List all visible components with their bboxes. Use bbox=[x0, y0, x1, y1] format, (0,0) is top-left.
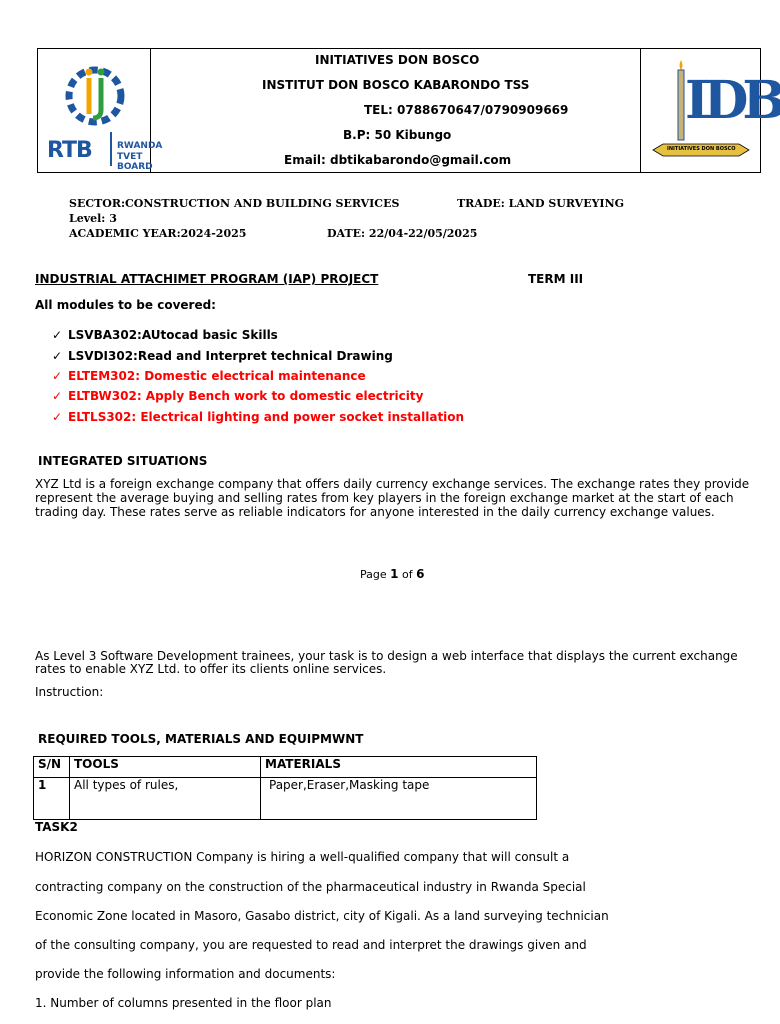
date-text: DATE: 22/04-22/05/2025 bbox=[327, 227, 478, 240]
task2-line: provide the following information and documents: bbox=[35, 967, 336, 981]
trade-text: TRADE: LAND SURVEYING bbox=[457, 197, 625, 210]
task2-heading: TASK2 bbox=[35, 820, 78, 834]
header-institute: INSTITUT DON BOSCO KABARONDO TSS bbox=[262, 78, 530, 92]
module-item bbox=[52, 349, 393, 363]
integrated-heading: INTEGRATED SITUATIONS bbox=[38, 454, 208, 468]
table-row bbox=[34, 778, 537, 820]
header-org: INITIATIVES DON BOSCO bbox=[315, 53, 480, 67]
module-label: ELTBW302: Apply Bench work to domestic electricity bbox=[68, 389, 424, 403]
integrated-line: represent the average buying and selling rates from key players in the foreign exchange market at the start of each bbox=[35, 491, 734, 505]
tools-table bbox=[33, 756, 537, 820]
level-text: Level: 3 bbox=[69, 212, 117, 225]
task-line: rates to enable XYZ Ltd. to offer its clients online services. bbox=[35, 662, 387, 676]
task2-line: contracting company on the construction of the pharmaceutical industry in Rwanda Special bbox=[35, 880, 586, 894]
header-email: Email: dbtikabarondo@gmail.com bbox=[284, 153, 512, 167]
integrated-line: XYZ Ltd is a foreign exchange company that offers daily currency exchange services. The exchange rates they provide bbox=[35, 477, 750, 491]
idb-logo-ribbon: INITIATIVES DON BOSCO bbox=[667, 146, 736, 152]
task2-line: Economic Zone located in Masoro, Gasabo district, city of Kigali. As a land surveying technician bbox=[35, 909, 609, 923]
task-line: As Level 3 Software Development trainees, your task is to design a web interface that displays the current exchange bbox=[35, 649, 738, 663]
module-label: LSVBA302:AUtocad basic Skills bbox=[68, 328, 278, 342]
academic-year-text: ACADEMIC YEAR:2024-2025 bbox=[69, 227, 247, 240]
module-item bbox=[52, 328, 278, 342]
module-item bbox=[52, 389, 423, 403]
table-cell: All types of rules, bbox=[70, 778, 261, 820]
page-footer bbox=[360, 567, 424, 581]
integrated-line: trading day. These rates serve as reliable indicators for anyone interested in the daily currency exchange values. bbox=[35, 505, 715, 519]
check-icon: ✓ bbox=[52, 410, 63, 424]
task2-line: HORIZON CONSTRUCTION Company is hiring a well-qualified company that will consult a bbox=[35, 850, 570, 864]
table-cell: 1 bbox=[34, 778, 70, 820]
page-current: 1 bbox=[390, 567, 399, 581]
table-header-cell: TOOLS bbox=[70, 757, 261, 778]
header-bp: B.P: 50 Kibungo bbox=[343, 128, 452, 142]
rtb-logo-line2: TVET BOARD bbox=[117, 152, 153, 172]
table-header-cell: S/N bbox=[34, 757, 70, 778]
table-header-cell: MATERIALS bbox=[261, 757, 537, 778]
header-tel: TEL: 0788670647/0790909669 bbox=[364, 103, 569, 117]
page-total: 6 bbox=[416, 567, 425, 581]
module-item bbox=[52, 369, 366, 383]
task2-line: of the consulting company, you are requested to read and interpret the drawings given and bbox=[35, 938, 587, 952]
page-word: Page bbox=[360, 568, 387, 581]
check-icon: ✓ bbox=[52, 349, 63, 363]
modules-heading: All modules to be covered: bbox=[35, 298, 216, 312]
table-cell: Paper,Eraser,Masking tape bbox=[261, 778, 537, 820]
module-item bbox=[52, 410, 464, 424]
check-icon: ✓ bbox=[52, 369, 63, 383]
project-title: INDUSTRIAL ATTACHIMET PROGRAM (IAP) PROJECT bbox=[35, 272, 379, 286]
check-icon: ✓ bbox=[52, 328, 63, 342]
rtb-logo-text: RTB bbox=[47, 138, 92, 163]
rtb-logo bbox=[37, 48, 163, 173]
idb-logo-mark: IDB bbox=[685, 70, 780, 131]
module-label: LSVDI302:Read and Interpret technical Drawing bbox=[68, 349, 393, 363]
table-header-row bbox=[34, 757, 537, 778]
tools-heading: REQUIRED TOOLS, MATERIALS AND EQUIPMWNT bbox=[38, 732, 364, 746]
module-label: ELTEM302: Domestic electrical maintenance bbox=[68, 369, 366, 383]
sector-text: SECTOR:CONSTRUCTION AND BUILDING SERVICES bbox=[69, 197, 400, 210]
idb-logo bbox=[640, 48, 780, 173]
task2-line: 1. Number of columns presented in the floor plan bbox=[35, 996, 332, 1010]
instruction-label: Instruction: bbox=[35, 685, 104, 699]
rtb-logo-line1: RWANDA bbox=[117, 141, 163, 151]
page-of-word: of bbox=[402, 568, 413, 581]
term-label: TERM III bbox=[528, 272, 584, 286]
module-label: ELTLS302: Electrical lighting and power socket installation bbox=[68, 410, 465, 424]
check-icon: ✓ bbox=[52, 389, 63, 403]
